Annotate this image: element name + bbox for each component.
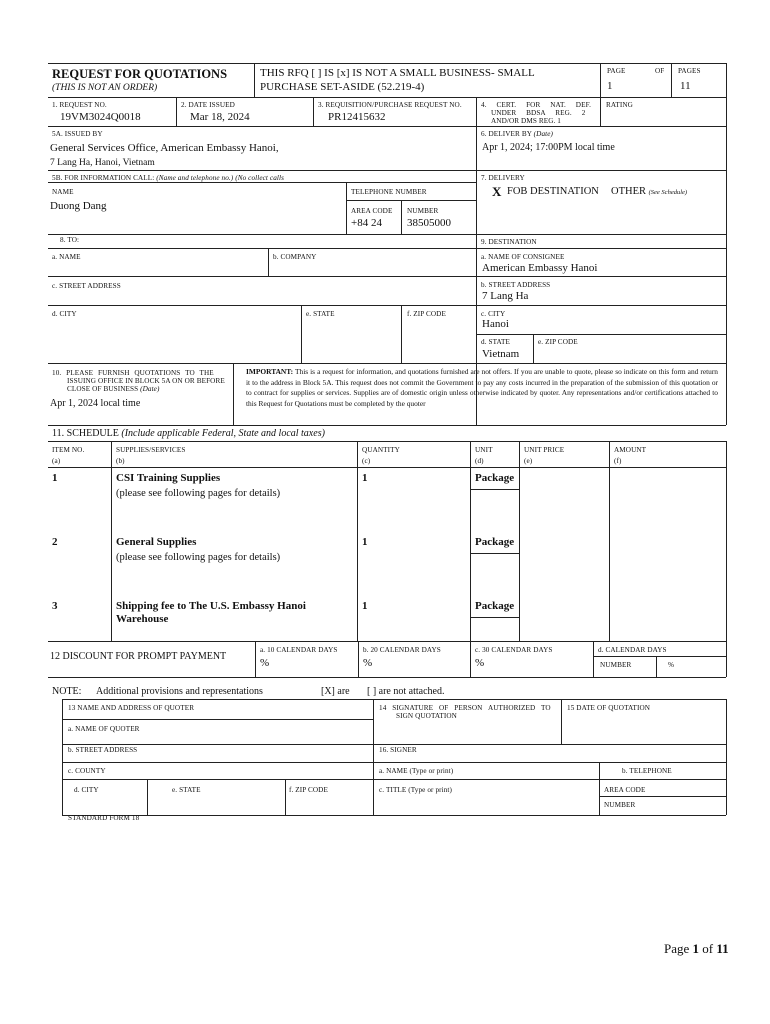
rfq-statement-line2: PURCHASE SET-ASIDE (52.219-4) [260, 81, 425, 93]
divider [268, 248, 269, 276]
col-item: ITEM NO. [52, 446, 85, 454]
row-divider [48, 425, 726, 426]
deliver-by-label-text: 6. DELIVER BY [481, 130, 532, 138]
pages-value: 11 [680, 80, 691, 92]
divider [285, 779, 286, 815]
col-supplies-sub: (b) [116, 457, 125, 465]
left-border [62, 699, 63, 815]
col-unit-sub: (d) [475, 457, 484, 465]
furnish-date-value: Apr 1, 2024 local time [50, 398, 141, 409]
fob-destination: FOB DESTINATION [507, 186, 599, 197]
signature-label-1: 14 SIGNATURE OF PERSON AUTHORIZED TO [379, 704, 551, 712]
rating-label: RATING [606, 101, 633, 109]
divider [671, 63, 672, 97]
important-notice [246, 367, 718, 409]
item-title: Shipping fee to The U.S. Embassy Hanoi [116, 600, 306, 612]
item-title: CSI Training Supplies [116, 472, 221, 484]
to-street-label: c. STREET ADDRESS [52, 282, 121, 290]
consignee-label: a. NAME OF CONSIGNEE [481, 253, 565, 261]
quoter-zip-label: f. ZIP CODE [289, 786, 328, 794]
col-divider [357, 441, 358, 641]
col-amount: AMOUNT [614, 446, 647, 454]
divider [401, 305, 402, 363]
info-call-label-text: 5B. FOR INFORMATION CALL: [52, 174, 155, 182]
col-item-sub: (a) [52, 457, 61, 465]
date-issued-label: 2. DATE ISSUED [181, 101, 235, 109]
quoter-name-label: a. NAME OF QUOTER [68, 725, 140, 733]
item-unit: Package [475, 472, 515, 484]
row-divider [62, 699, 726, 700]
signer-telephone-label: b. TELEPHONE [622, 767, 672, 775]
quotation-date-label: 15 DATE OF QUOTATION [567, 704, 651, 712]
discount-label: 12 DISCOUNT FOR PROMPT PAYMENT [50, 651, 227, 662]
rfq-statement-line1: THIS RFQ [ ] IS [x] IS NOT A SMALL BUSINESS- SMALL [260, 67, 535, 79]
row-divider [48, 305, 726, 306]
to-name-label: a. NAME [52, 253, 81, 261]
requisition-value: PR12415632 [328, 111, 386, 123]
to-city-label: d. CITY [52, 310, 77, 318]
item-detail: (please see following pages for details) [116, 488, 281, 499]
divider [470, 641, 471, 677]
furnish-label-1: 10. PLEASE FURNISH QUOTATIONS TO THE [52, 369, 214, 377]
row-divider [48, 126, 726, 127]
to-zip-label: f. ZIP CODE [407, 310, 446, 318]
row-divider [48, 170, 726, 171]
page-mid: of [699, 941, 717, 956]
item-unit: Package [475, 600, 515, 612]
divider [233, 363, 234, 425]
col-qty-sub: (c) [362, 457, 371, 465]
col-divider [609, 441, 610, 641]
col-unit: UNIT [475, 446, 493, 454]
item-unit: Package [475, 536, 515, 548]
note-label: NOTE: [52, 686, 82, 697]
to-state-label: e. STATE [306, 310, 335, 318]
of-label: OF [655, 67, 665, 75]
divider [593, 641, 594, 677]
col-divider [470, 441, 471, 641]
note-are-not: [ ] are not attached. [367, 686, 445, 697]
number-value: 38505000 [407, 217, 451, 229]
to-label: 8. TO: [60, 236, 80, 244]
quoter-street-label: b. STREET ADDRESS [68, 746, 138, 754]
col-divider [111, 441, 112, 641]
row-divider [48, 97, 726, 98]
quoter-label: 13 NAME AND ADDRESS OF QUOTER [68, 704, 195, 712]
schedule-title-text: 11. SCHEDULE [52, 428, 119, 439]
important-text: This is a request for information, and quotations furnished are not offers. If you are unable to quote, please so indicate on this form and return it to the address in Block 5A. This request does not commit the Government to pay any costs incurred in the preparation of the submission of this quotation or to contract for supplies or services. Supplies are of domestic origin unless otherwise indicated by quoter. Any representations and/or certifications attached to this Request for Quotations must be completed by the quoter [246, 367, 719, 408]
area-code-label: AREA CODE [351, 207, 393, 215]
divider [313, 97, 314, 126]
item-no: 1 [52, 472, 58, 484]
request-no-value: 19VM3024Q0018 [60, 111, 141, 123]
telephone-label: TELEPHONE NUMBER [351, 188, 427, 196]
item-no: 3 [52, 600, 58, 612]
row-divider [48, 641, 726, 642]
furnish-label-3-suffix: (Date) [140, 385, 160, 393]
schedule-title [52, 428, 325, 439]
cert-label-1: 4. CERT. FOR NAT. DEF. [481, 101, 591, 109]
divider [656, 656, 657, 677]
page-label: PAGE [607, 67, 626, 75]
discount-c-pct: % [475, 657, 485, 669]
bottom-border [62, 815, 726, 816]
dest-zip-label: e. ZIP CODE [538, 338, 578, 346]
delivery-label: 7. DELIVERY [481, 174, 525, 182]
requisition-label: 3. REQUISITION/PURCHASE REQUEST NO. [318, 101, 462, 109]
furnish-label-3 [67, 385, 159, 393]
col-price: UNIT PRICE [524, 446, 565, 454]
divider [301, 305, 302, 363]
area-code-value: +84 24 [351, 217, 382, 229]
col-price-sub: (e) [524, 457, 533, 465]
row-divider [346, 200, 476, 201]
row-divider [599, 796, 726, 797]
right-border [726, 441, 727, 641]
page-prefix: Page [664, 941, 693, 956]
right-border [726, 641, 727, 677]
divider [255, 641, 256, 677]
page-value: 1 [607, 80, 613, 92]
item-no: 2 [52, 536, 58, 548]
cert-label-2: UNDER BDSA REG. 2 [491, 109, 586, 117]
request-no-label: 1. REQUEST NO. [52, 101, 107, 109]
cert-label-3: AND/OR DMS REG. 1 [491, 117, 561, 125]
col-amount-sub: (f) [614, 457, 622, 465]
deliver-by-value: Apr 1, 2024; 17:00PM local time [482, 142, 615, 153]
row-divider [48, 363, 726, 364]
discount-b-label: b. 20 CALENDAR DAYS [363, 646, 441, 654]
dest-city-value: Hanoi [482, 318, 509, 330]
dest-state-label: d. STATE [481, 338, 510, 346]
divider [346, 182, 347, 234]
divider [401, 200, 402, 234]
destination-label: 9. DESTINATION [481, 238, 537, 246]
right-border [726, 63, 727, 425]
header-divider [48, 467, 726, 468]
schedule-top-border [48, 441, 726, 442]
top-border [48, 63, 726, 64]
item-title: General Supplies [116, 536, 197, 548]
item-qty: 1 [362, 472, 368, 484]
row-divider [593, 656, 726, 657]
discount-d-label: d. CALENDAR DAYS [598, 646, 667, 654]
row-divider [476, 334, 726, 335]
note-are: [X] are [321, 686, 350, 697]
row-divider [48, 182, 476, 183]
deliver-by-label-suffix: (Date) [533, 130, 554, 138]
divider [599, 762, 600, 779]
row-divider [62, 744, 726, 745]
row-divider [48, 677, 726, 678]
item-qty: 1 [362, 536, 368, 548]
col-qty: QUANTITY [362, 446, 400, 454]
discount-a-label: a. 10 CALENDAR DAYS [260, 646, 338, 654]
note-text: Additional provisions and representations [96, 686, 263, 697]
issued-by-label: 5A. ISSUED BY [52, 130, 103, 138]
form-subtitle: (THIS IS NOT AN ORDER) [52, 83, 158, 93]
row-divider [48, 276, 726, 277]
quoter-city-label: d. CITY [74, 786, 99, 794]
delivery-other-text: OTHER [611, 186, 646, 197]
dest-city-label: c. CITY [481, 310, 506, 318]
deliver-by-label [481, 130, 553, 138]
pages-label: PAGES [678, 67, 701, 75]
discount-number-label: NUMBER [600, 661, 632, 669]
row-divider [476, 248, 726, 249]
quoter-state-label: e. STATE [172, 786, 201, 794]
signer-area-code-label: AREA CODE [604, 786, 646, 794]
divider [358, 641, 359, 677]
divider [533, 334, 534, 363]
delivery-other-suffix: (See Schedule) [648, 189, 688, 196]
name-label: NAME [52, 188, 74, 196]
dest-state-value: Vietnam [482, 348, 520, 360]
row-divider [48, 234, 726, 235]
furnish-label-2: ISSUING OFFICE IN BLOCK 5A ON OR BEFORE [67, 377, 225, 385]
delivery-other [611, 186, 687, 197]
divider [599, 779, 600, 815]
item-detail: (please see following pages for details) [116, 552, 281, 563]
discount-a-pct: % [260, 657, 270, 669]
row-divider [62, 762, 726, 763]
dest-street-label: b. STREET ADDRESS [481, 281, 551, 289]
standard-form-label: STANDARD FORM 18 [68, 814, 140, 822]
discount-c-label: c. 30 CALENDAR DAYS [475, 646, 553, 654]
divider [147, 779, 148, 815]
quoter-county-label: c. COUNTY [68, 767, 106, 775]
cell-divider [470, 489, 519, 490]
row-divider [62, 719, 373, 720]
signer-label: 16. SIGNER [379, 746, 417, 754]
discount-b-pct: % [363, 657, 373, 669]
item-title-2: Warehouse [116, 613, 169, 625]
signer-name-label: a. NAME (Type or print) [379, 767, 454, 775]
item-qty: 1 [362, 600, 368, 612]
dest-street-value: 7 Lang Ha [482, 290, 529, 302]
issued-by-line2: 7 Lang Ha, Hanoi, Vietnam [50, 158, 155, 168]
page-current: 1 [692, 941, 700, 956]
issued-by-line1: General Services Office, American Embassy Hanoi, [50, 142, 279, 154]
furnish-label-3-text: CLOSE OF BUSINESS [67, 385, 139, 393]
right-border [726, 699, 727, 815]
consignee-value: American Embassy Hanoi [482, 262, 598, 274]
divider [600, 97, 601, 126]
schedule-title-suffix: (Include applicable Federal, State and local taxes) [121, 428, 325, 439]
signature-label-2: SIGN QUOTATION [396, 712, 457, 720]
to-company-label: b. COMPANY [273, 253, 317, 261]
divider [561, 699, 562, 744]
page-total: 11 [716, 941, 729, 956]
divider [600, 63, 601, 97]
contact-name: Duong Dang [50, 200, 107, 212]
important-label: IMPORTANT: [246, 367, 294, 376]
cell-divider [470, 617, 519, 618]
row-divider [48, 248, 476, 249]
signer-number-label: NUMBER [604, 801, 636, 809]
cell-divider [470, 553, 519, 554]
info-call-label-suffix: (Name and telephone no.) (No collect calls [156, 174, 285, 182]
number-label: NUMBER [407, 207, 439, 215]
form-title: REQUEST FOR QUOTATIONS [52, 67, 228, 81]
col-supplies: SUPPLIES/SERVICES [116, 446, 186, 454]
col-divider [519, 441, 520, 641]
info-call-label [52, 174, 284, 182]
divider [254, 63, 255, 97]
page-number [664, 941, 729, 957]
discount-d-pct: % [668, 661, 675, 669]
date-issued-value: Mar 18, 2024 [190, 111, 250, 123]
row-divider [62, 779, 726, 780]
divider [176, 97, 177, 126]
signer-title-label: c. TITLE (Type or print) [379, 786, 453, 794]
fob-checkmark: X [492, 184, 502, 199]
divider [373, 699, 374, 815]
